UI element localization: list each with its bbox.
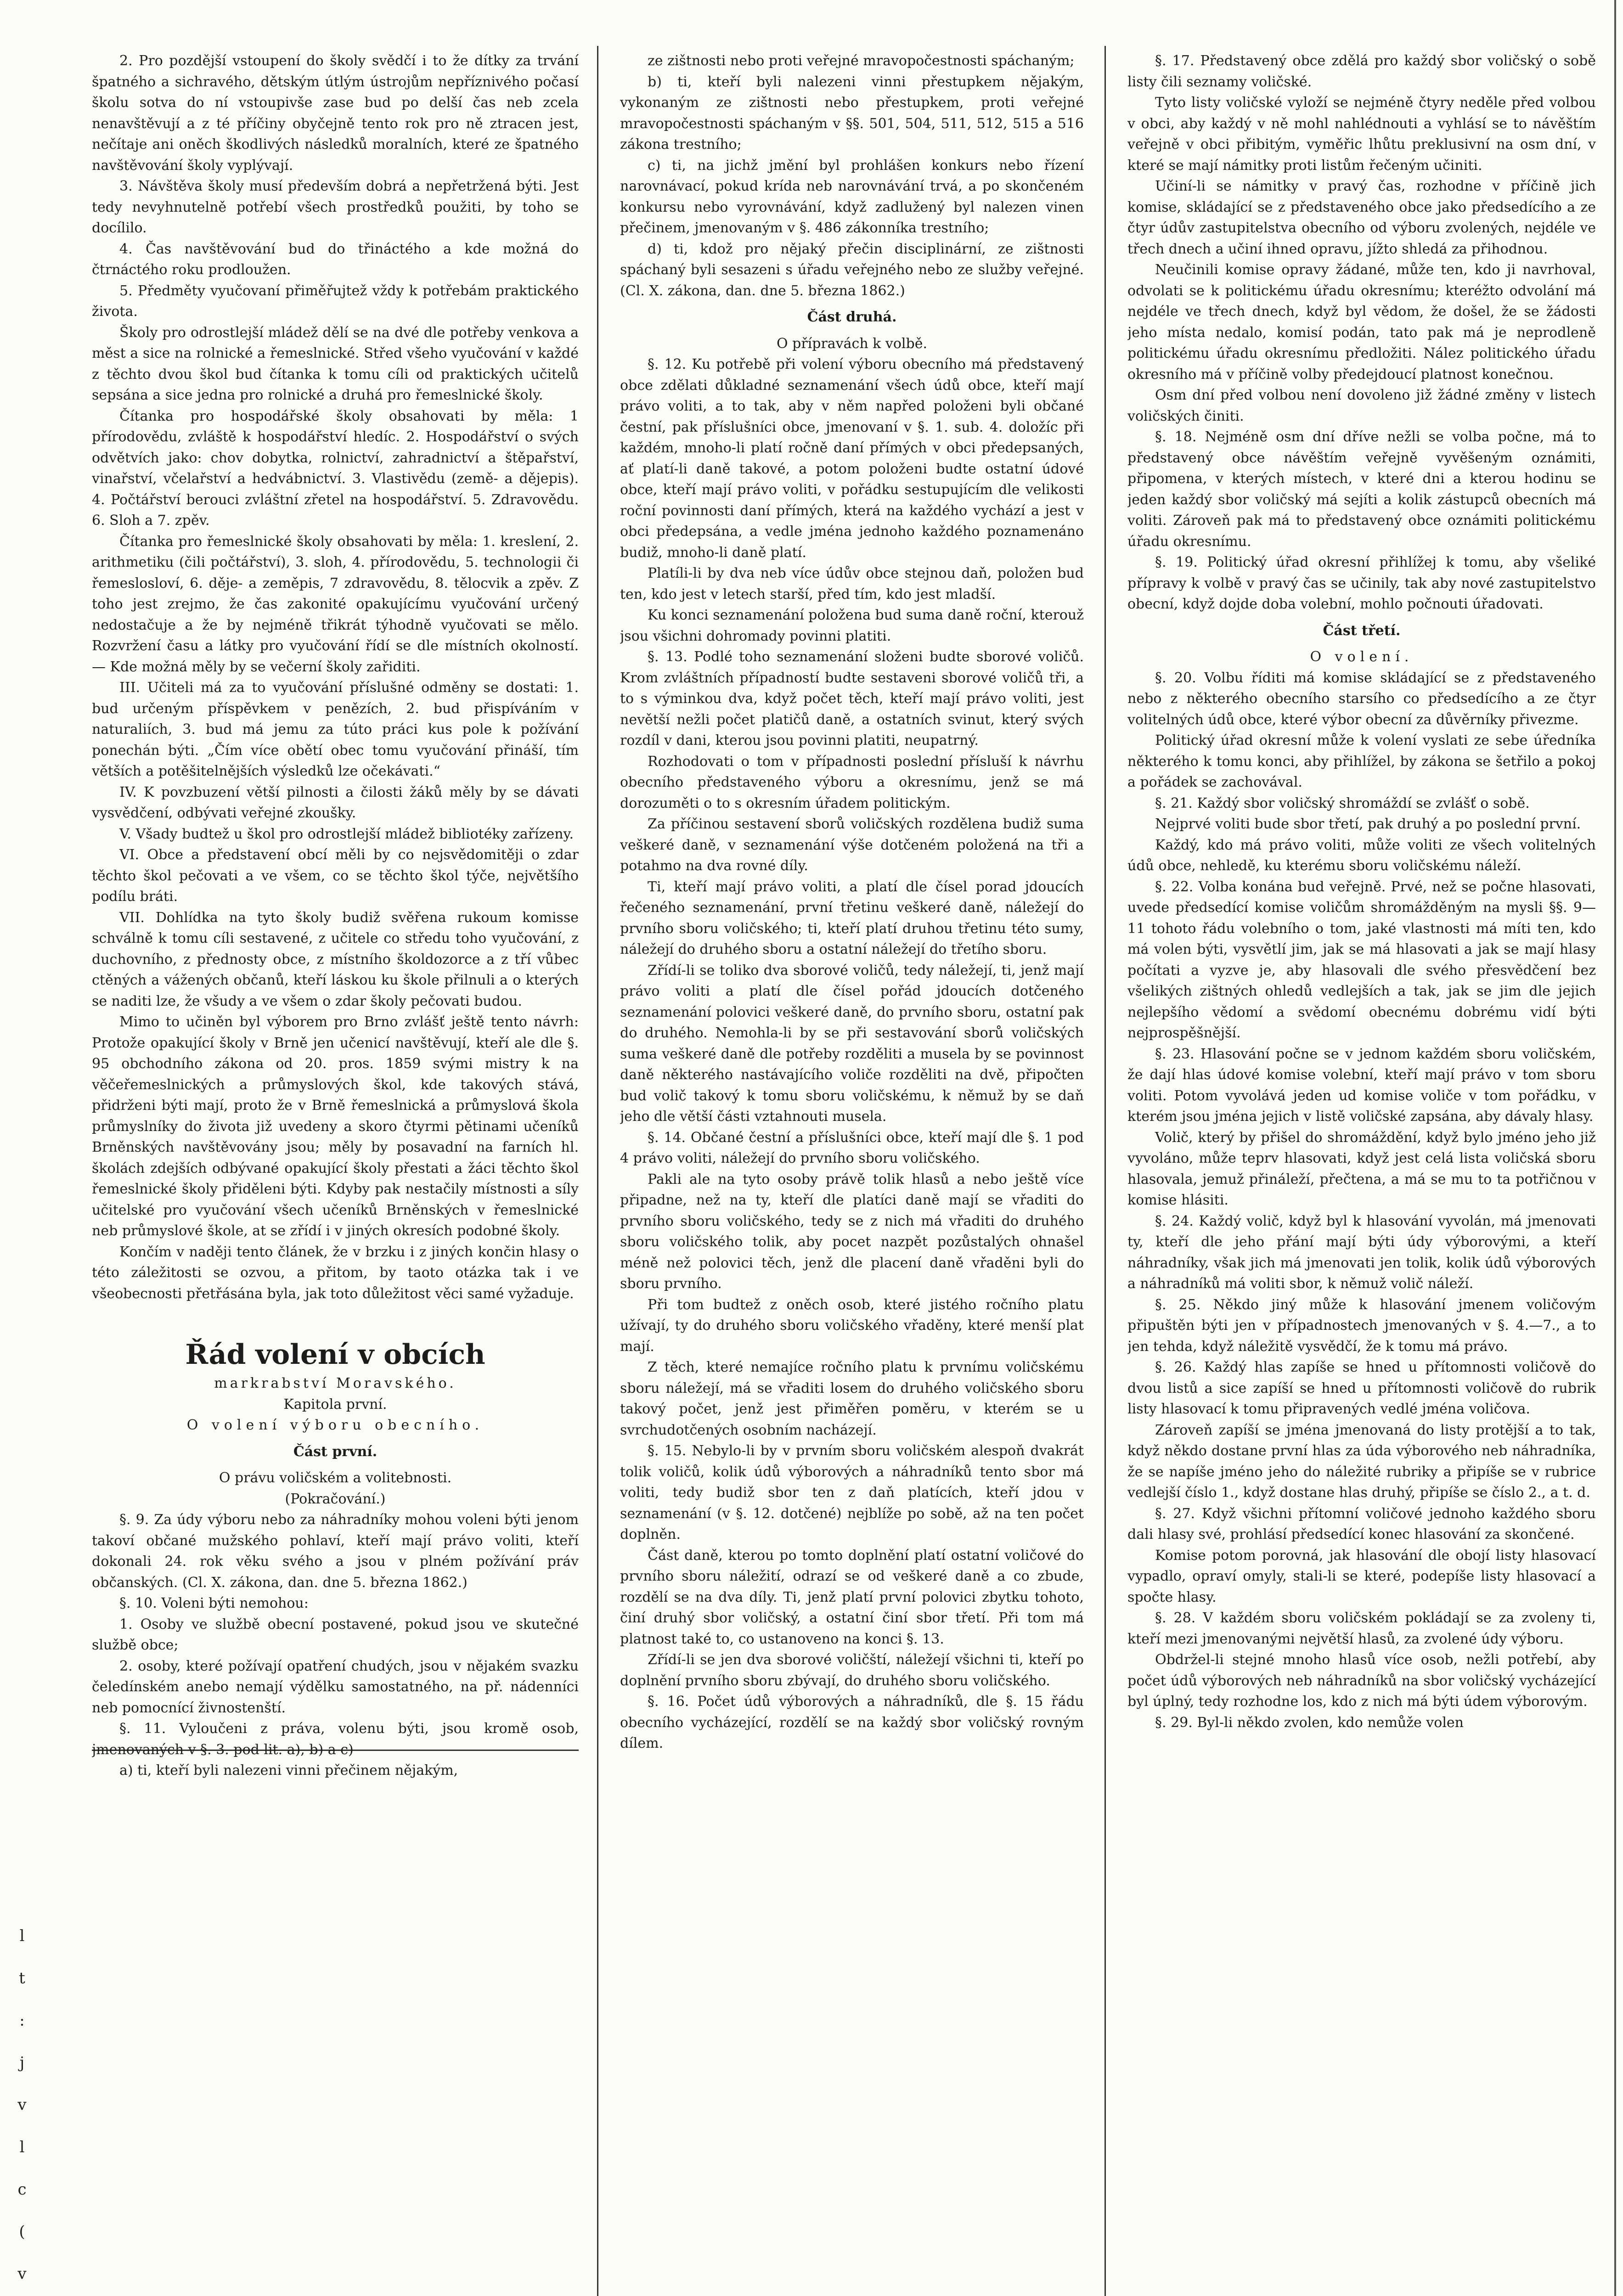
- paragraph: §. 23. Hlasování počne se v jednom každém sboru voličském, že dají hlas údové komise volební, kteří mají právo v tom sboru voliti. Potom vyvolává jeden ud komise voliče v tom pořádku, v kterém jsou jména jejich v listě voličské zapsána, aby dávaly hlasy.: [1127, 1046, 1596, 1125]
- paragraph: 2. osoby, které požívají opatření chudých, jsou v nějakém svazku čeledínském anebo nemají výdělku samostatného, na př. nádenníci neb pomocnící živnostenští.: [92, 1658, 579, 1716]
- column-2-law-text: [620, 354, 1084, 1754]
- paragraph: IV. K povzbuzení větší pilnosti a čilosti žáků měly by se dávati vysvědčení, odbývati veřejné zkoušky.: [92, 784, 579, 821]
- paragraph: §. 10. Voleni býti nemohou:: [119, 1595, 309, 1611]
- paragraph: ze zištnosti nebo proti veřejné mravopočestnosti spáchaným;: [648, 53, 1075, 69]
- part-two-name: O přípravách k volbě.: [776, 335, 927, 352]
- paragraph: §. 15. Nebylo-li by v prvním sboru voličském alespoň dvakrát tolik voličů, kolik údů výborových a náhradníků tento sbor má voliti, tedy budiž sbor ten z daň platících, kteří jdou v seznamenání (v §. 12. dotčené) nejblíže po sobě, až na ten počet doplněn.: [620, 1443, 1084, 1542]
- paragraph: §. 29. Byl-li někdo zvolen, kdo nemůže volen: [1155, 1714, 1464, 1731]
- margin-mark: j: [19, 2054, 25, 2072]
- paragraph: 5. Předměty vyučovaní přiměřujtež vždy k potřebám praktického života.: [92, 282, 579, 320]
- paragraph: §. 24. Každý volič, když byl k hlasování vyvolán, má jmenovati ty, kteří dle jeho přání mají býti údy výborovými, a kteří náhradníky, však jich má jmenovati jen tolik, kolik údů výborových a náhradníků má voliti sbor, k němuž volič náleží.: [1127, 1213, 1596, 1292]
- paragraph: 3. Návštěva školy musí především dobrá a nepřetržená býti. Jest tedy nevyhnutelně potřebí všech prostředků použiti, by toho se docílilo.: [92, 178, 579, 236]
- paragraph: Pakli ale na tyto osoby právě tolik hlasů a nebo ještě více připadne, než na ty, kteří dle platíci daně mají se vřaditi do prvního sboru voličského, tedy se z nich má vřaditi do druhého sboru voličského tolik, aby pocet nazpět pozůstalých ohnašel méně než polovici těch, jenž dle placení daně vřaděni byli do sboru prvního.: [620, 1171, 1084, 1292]
- margin-mark: (: [19, 2223, 25, 2241]
- column-2: [620, 51, 1084, 2296]
- paragraph: §. 11. Vyloučeni z práva, volenu býti, jsou kromě osob, jmenovaných v §. 3. pod lit. a), b) a c): [92, 1721, 579, 1758]
- paragraph: III. Učiteli má za to vyučování příslušné odměny se dostati: 1. bud určeným příspěvkem v penězích, 2. bud přispíváním v naturaliích, 3. bud má jemu za túto práci kus pole k požívání ponechán býti. „Čím více obětí obec tomu vyučování přináší, tím větších a potěšitelnějších výsledků lze očekávati.“: [92, 680, 579, 779]
- column-1-law-text: [92, 1509, 579, 1781]
- paragraph: Mimo to učiněn byl výborem pro Brno zvlášť ještě tento návrh: Protože opakující školy v Brně jen učenicí navštěvují, kteří ale dle §. 95 obchodního zákona od 20. pros. 1859 svými mistry k na věčeřemeslnických a průmyslových škol, kde takových stává, přidrženi býti mají, proto že v Brně řemeslnická a průmyslová škola průmyslníky do života již uvedeny a skoro čtyrmi pětinami učeníků Brněnských navštěvovány jsou; měly by posavadní na farních hl. školách zdejších odbývané opakující školy přestati a žáci těchto škol řemeslnické školy přiděleni býti. Kdyby pak nestačily místnosti a síly učitelské pro vyučování všech učeníků Brněnských v řemeslnické neb průmyslové škole, at se zřídí i v jiných okresích podobné školy.: [92, 1014, 579, 1239]
- section-title: Řád volení v obcích: [185, 1339, 485, 1371]
- margin-mark: :: [19, 2011, 25, 2030]
- paragraph: VI. Obce a představení obcí měli by co nejsvědomitěji o zdar těchto škol pečovati a ve všem, co se těchto škol týče, největšího podílu bráti.: [92, 847, 579, 905]
- continued-note: (Pokračování.): [285, 1491, 386, 1507]
- paragraph: Politický úřad okresní může k volení vyslati ze sebe úředníka některého k tomu konci, aby přihlížel, by zákona se šetřilo a pokoj a pořádek se zachovával.: [1127, 732, 1596, 790]
- page-edge-line: [1614, 0, 1616, 2296]
- paragraph: Každý, kdo má právo voliti, může voliti ze všech volitelných údů obce, nehledě, ku kterému sboru voličskému náleží.: [1127, 837, 1596, 874]
- paragraph: b) ti, kteří byli nalezeni vinni přestupkem nějakým, vykonaným ze zištnosti nebo přestupkem, proti veřejné mravopočestnosti spáchaným v §§. 501, 504, 511, 512, 515 a 516 zákona trestního;: [620, 73, 1084, 152]
- paragraph: §. 25. Někdo jiný může k hlasování jmenem voličovým připuštěn býti jen v případnostech jmenovaných v §. 4.—7., a to jen tehda, když náležitě vysvědčí, že k tomu má právo.: [1127, 1296, 1596, 1355]
- column-1: [92, 51, 579, 2296]
- paragraph: Zřídí-li se toliko dva sborové voličů, tedy náležejí, ti, jenž mají právo voliti a platí dle čísel pořád jdoucích dotčeného seznamenání polovici veškeré daně, do prvního sboru, ostatní pak do druhého. Nemohla-li by se při sestavování sborů voličských suma veškeré daně dle potřeby rozděliti a musela by se povinnost daně některého nastávajícího voliče rozděliti na dvě, připočten bud volič takový k tomu sboru voličskému, k němuž by se daň jeho dle větší části vztahnouti musela.: [620, 962, 1084, 1125]
- paragraph: §. 20. Volbu říditi má komise skládající se z představeného nebo z některého obecního starsího co předsedícího a ze čtyr volitelných údů obce, které výbor obecní za důvěrníky přivezme.: [1127, 670, 1596, 728]
- paragraph: Ti, kteří mají právo voliti, a platí dle čísel porad jdoucích řečeného seznamenání, první třetinu veškeré daně, náležejí do prvního sboru voličského; ti, kteří platí druhou třetinu této sumy, náležejí do druhého sboru a ostatní náležejí do třetího sboru.: [620, 878, 1084, 957]
- paragraph: §. 16. Počet údů výborových a náhradníků, dle §. 15 řádu obecního vycházející, rozdělí se na každý sbor voličský rovným dílem.: [620, 1694, 1084, 1751]
- paragraph: Z těch, které nemajíce ročního platu k prvnímu voličskému sboru náležejí, má se vřaditi losem do druhého voličského sboru takový počet, jenž jest přiměřen poměru, v kterém se u svrchudotčených osobním nacházejí.: [620, 1359, 1084, 1438]
- margin-marks: [13, 1915, 31, 2296]
- chapter-name: O volení výboru obecního.: [186, 1417, 484, 1433]
- paragraph: §. 12. Ku potřebě při volení výboru obecního má představený obce zdělati důkladné seznamenání všech údů obce, kteří mají právo voliti, a to tak, aby v něm napřed položeni byli občané čestní, pak příslušníci obce, jmenovaní v §. 1. sub. 4. doložíc při každém, mnoho-li platí ročně daní přímých v obci předepsaných, ať platí-li daně takové, a potom položeni budte ostatní údové obce, kteří mají právo voliti, v pořádku sestupujícím dle velikosti roční povinnosti daní přímých, která na každého vychází a jest v obci předepsána, a vedle jména jednoho každého poznamenáno budiž, mnoho-li daně platí.: [620, 356, 1084, 561]
- paragraph: §. 22. Volba konána bud veřejně. Prvé, než se počne hlasovati, uvede předsedící komise voličům shromážděným na mysli §§. 9—11 tohoto řádu volebního o tom, jaké vlastnosti má míti ten, kdo má volen býti, vysvětlí jim, jak se má hlasovati a jak se mají hlasy počítati a vyzve je, aby hlasovali dle svého přesvědčení bez všelikých zištných ohledů vedlejších a tak, jak se jim dle jejich nejlepšího vědomí a svědomí obecnému dobrému vidí býti nejprospěšnější.: [1127, 878, 1596, 1041]
- column-3-text: [1127, 51, 1596, 615]
- paragraph: c) ti, na jichž jmění byl prohlášen konkurs nebo řízení narovnávací, pokud krída neb narovnávání trvá, a po skončeném konkursu nebo vyrovnávání, když zadlužený byl nalezen vinen přečinem, jmenovaným v §. 486 zákonníka trestního;: [620, 157, 1084, 236]
- paragraph: §. 18. Nejméně osm dní dříve nežli se volba počne, má to představený obce návěštím veřejně vyvěšeným oznámiti, připomena, v kterých místech, v které dni a kterou hodinu se jeden každý sbor voličský má sejíti a kolik zástupců obecních má voliti. Zároveň pak má to představený obce oznámiti politickému úřadu okresnímu.: [1127, 429, 1596, 550]
- paragraph: Při tom budtež z oněch osob, které jistého ročního platu užívají, ty do druhého sboru voličského vřaděny, které menší plat mají.: [620, 1296, 1084, 1355]
- paragraph: Neučinili komise opravy žádané, může ten, kdo ji navrhoval, odvolati se k politickému úřadu okresnímu; kteréžto odvolání má nejdéle ve třech dnech, když byl vědom, že došel, že se žádosti jeho místa nedalo, komisí podán, tato pak má je neprodleně politickému úřadu okresnímu předložiti. Nález politického úřadu okresního má v příčině volby předejdoucí platnost konečnou.: [1127, 262, 1596, 383]
- paragraph: V. Všady budtež u škol pro odrostlejší mládež bibliotéky zařízeny.: [119, 826, 574, 842]
- part-heading: Část první.: [293, 1443, 378, 1460]
- paragraph: Rozhodovati o tom v případnosti poslední přísluší k návrhu obecního představeného výboru a okresnímu, jenž se má dorozuměti o to s okresním úřadem politickým.: [620, 753, 1084, 811]
- margin-mark: l: [19, 1927, 25, 1945]
- margin-mark: l: [19, 2138, 25, 2156]
- paragraph: §. 14. Občané čestní a příslušníci obce, kteří mají dle §. 1 pod 4 právo voliti, náležejí do prvního sboru voličského.: [620, 1129, 1084, 1166]
- paragraph: §. 17. Představený obce zdělá pro každý sbor voličský o sobě listy čili seznamy voličské.: [1127, 53, 1596, 90]
- part-name: O právu voličském a volitebnosti.: [219, 1470, 452, 1486]
- paragraph: Školy pro odrostlejší mládež dělí se na dvé dle potřeby venkova a měst a sice na rolnické a řemeslnické. Střed všeho vyučování v každé z těchto dvou škol bud čítanka k tomu cíli od praktických učitelů sepsána a sice jedna pro rolnické a druhá pro řemeslnické školy.: [92, 324, 579, 403]
- paragraph: 2. Pro pozdější vstoupení do školy svědčí i to že dítky za trvání špatného a sichravého, dětským útlým ústrojům nepříznivého počasí školu sotva do ní vstoupivše zase bud po delší čas neb zcela nenavštěvují a z té příčiny obyčejně tento rok pro ně ztracen jest, nečítaje ani oněch škodlivých následků moralních, které ze špatného navštěvování školy vyplývají.: [92, 53, 579, 174]
- column-divider-2: [1105, 46, 1106, 2296]
- paragraph: Zároveň zapíší se jména jmenovaná do listy protější a to tak, když někdo dostane první hlas za úda výborového neb náhradníka, že se napíše jméno jeho do náležité rubriky a připíše se v rubrice vedlejší číslo 1., když dostane hlas druhý, připíše se číslo 2., a t. d.: [1127, 1422, 1596, 1501]
- paragraph: a) ti, kteří byli nalezeni vinni přečinem nějakým,: [119, 1762, 458, 1778]
- column-3-law-text: [1127, 668, 1596, 1733]
- column-divider-1: [597, 46, 598, 2296]
- paragraph: Učiní-li se námitky v pravý čas, rozhodne v příčině jich komise, skládající se z představeného obce jako předsedícího a ze čtyr údův zastupitelstva obecního od výboru zvolených, nejdéle ve třech dnech a učiní ihned opravu, jížto shledá za přihodnou.: [1127, 178, 1596, 257]
- paragraph: §. 21. Každý sbor voličský shromáždí se zvlášť o sobě.: [1155, 795, 1530, 811]
- margin-mark: v: [17, 2096, 27, 2114]
- paragraph: Za příčinou sestavení sborů voličských rozdělena budiž suma veškeré daně, v seznamenání výše dotčeném položená na tři a potahmo na dva rovné díly.: [620, 816, 1084, 874]
- paragraph: §. 26. Každý hlas zapíše se hned u přítomnosti voličově do dvou listů a sice zapíší se hned u přítomnosti voličově do rubrik listy hlasovací k tomu připravených vedlé jména voličova.: [1127, 1359, 1596, 1417]
- part-three-name: O volení.: [1310, 649, 1414, 665]
- margin-mark: v: [17, 2265, 27, 2283]
- paragraph: VII. Dohlídka na tyto školy budiž svěřena rukoum komisse schválně k tomu cíli sestavené, z učitele co středu toho vyučování, z duchovního, z přednosty obce, z místního školdozorce a z tří vůbec ctěných a vážených občanů, kteří láskou ku škole přilnuli a o kterých se naditi lze, že všudy a ve všem o zdar školy pečovati budou.: [92, 909, 579, 1009]
- paragraph: Část daně, kterou po tomto doplnění platí ostatní voličové do prvního sboru náležití, odrazí se od veškeré daně a co zbude, rozdělí se na dva díly. Ti, jenž platí první polovici zbytku tohoto, činí druhý sbor voličský, a ostatní činí sbor třetí. Při tom má platnost také to, co ustanoveno na konci §. 13.: [620, 1547, 1084, 1647]
- paragraph: §. 19. Politický úřad okresní přihlížej k tomu, aby všeliké přípravy k volbě v pravý čas se učinily, tak aby nové zastupitelstvo obecní, když dojde doba volební, mohlo počnouti úřadovati.: [1127, 554, 1596, 612]
- paragraph: Obdržel-li stejné mnoho hlasů více osob, nežli potřebí, aby počet údů výborových neb náhradníků na sbor voličský vycházející byl úplný, tedy rozhodne los, kdo z nich má býti údem výborovým.: [1127, 1652, 1596, 1710]
- paragraph: Končím v naději tento článek, že v brzku i z jiných končin hlasy o této záležitosti se ozvou, a přitom, by taoto otázka tak i ve všeobecnosti přetřásána byla, jak toto důležitost věci samé vyžaduje.: [92, 1244, 579, 1302]
- paragraph: Čítanka pro řemeslnické školy obsahovati by měla: 1. kreslení, 2. arithmetiku (čili počtářství), 3. sloh, 4. přírodovědu, 5. technologii či řemeslosloví, 6. děje- a zeměpis, 7 zdravovědu, 8. tělocvik a zpěv. Z toho jest zrejmo, že čas zakonité opakujícímu vyučování určený nedostačuje a že by nejméně třikrát týhodně vyučovati se mělo. Rozvržení času a látky pro vyučování řídí se dle místních okolností. — Kde možná měly by se večerní školy zařiditi.: [92, 533, 579, 675]
- part-two-heading: Část druhá.: [807, 309, 897, 325]
- section-subtitle: markrabství Moravského.: [214, 1375, 456, 1391]
- paragraph: Platíli-li by dva neb více údův obce stejnou daň, položen bud ten, kdo jest v letech starší, před tím, kdo jest mladší.: [620, 565, 1084, 602]
- paragraph: §. 28. V každém sboru voličském pokládají se za zvoleny ti, kteří mezi jmenovanými největší hlasů, za zvolené údy výboru.: [1127, 1610, 1596, 1647]
- paragraph: Volič, který by přišel do shromáždění, když bylo jméno jeho již vyvoláno, může teprv hlasovati, když jest celá lista voličská sboru hlasovala, jemuž přináleží, přečtena, a má se mu to ta potřičnou v komise hlásiti.: [1127, 1129, 1596, 1208]
- paragraph: 4. Čas navštěvování bud do třináctého a kde možná do čtrnáctého roku prodloužen.: [92, 241, 579, 278]
- paragraph: Komise potom porovná, jak hlasování dle obojí listy hlasovací vypadlo, opraví omyly, stali-li se které, podepíše listy hlasovací a spočte hlasy.: [1127, 1547, 1596, 1605]
- paragraph: d) ti, kdož pro nějaký přečin disciplinární, ze zištnosti spáchaný byli sesazeni s úřadu veřejného nebo ze služby veřejné. (Cl. X. zákona, dan. dne 5. března 1862.): [620, 241, 1084, 299]
- paragraph: §. 27. Když všichni přítomní voličové jednoho každého sboru dali hlasy své, prohlásí předsedící konec hlasování za skončené.: [1127, 1505, 1596, 1542]
- paragraph: Nejprvé voliti bude sbor třetí, pak druhý a po poslední první.: [1155, 816, 1581, 832]
- paragraph: Osm dní před volbou není dovoleno již žádné změny v listech voličských činiti.: [1127, 387, 1596, 424]
- paragraph: Čítanka pro hospodářské školy obsahovati by měla: 1 přírodovědu, zvláště k hospodářství hledíc. 2. Hospodářství o svých odvětvích jako: chov dobytka, rolnictví, zahradnictví a štěpařství, vinařství, včelařství a hedvábnictví. 3. Vlastivědu (země- a dějepis). 4. Počtářství berouci zvláštní zřetel na hospodářství. 5. Zdravovědu. 6. Sloh a 7. zpěv.: [92, 408, 579, 529]
- paragraph: 1. Osoby ve službě obecní postavené, pokud jsou ve skutečné službě obce;: [92, 1616, 579, 1653]
- paragraph: Tyto listy voličské vyloží se nejméně čtyry neděle před volbou v obci, aby každý v ně mohl nahlédnouti a vyhlásí se to návěštím veřejně v obci přibitým, vyměřic lhůtu preklusivní na osm dní, v které se mají námitky proti listům řečeným učiniti.: [1127, 95, 1596, 174]
- paragraph: Ku konci seznamenání položena bud suma daně roční, kterouž jsou všichni dohromady povinni platiti.: [620, 607, 1084, 644]
- part-three-heading: Část třetí.: [1323, 622, 1401, 639]
- margin-mark: t: [19, 1969, 25, 1987]
- margin-mark: c: [17, 2180, 27, 2199]
- paragraph: §. 13. Podlé toho seznamenání složeni budte sborové voličů. Krom zvláštních případností budte sestaveni sborové voličů tři, a to s výminkou dva, když počet těch, kteří mají právo voliti, jest nevětší nežli počet platičů daně, a ostatních svinut, který svých rozdíl v dani, kterou jsou povinni platiti, neupatrný.: [620, 649, 1084, 748]
- column-3: [1127, 51, 1596, 2296]
- column-1-article: [92, 51, 579, 1304]
- paragraph: §. 9. Za údy výboru nebo za náhradníky mohou voleni býti jenom takoví občané mužského pohlaví, kteří mají právo voliti, kteří dokonali 24. rok věku svého a jsou v plném požívání práv občanských. (Cl. X. zákona, dan. dne 5. března 1862.): [92, 1512, 579, 1591]
- paragraph: Zřídí-li se jen dva sborové voličští, náležejí všichni ti, kteří po doplnění prvního sboru zbývají, do druhého sboru voličského.: [620, 1652, 1084, 1689]
- column-2-text: [620, 51, 1084, 301]
- chapter-heading: Kapitola první.: [283, 1396, 387, 1412]
